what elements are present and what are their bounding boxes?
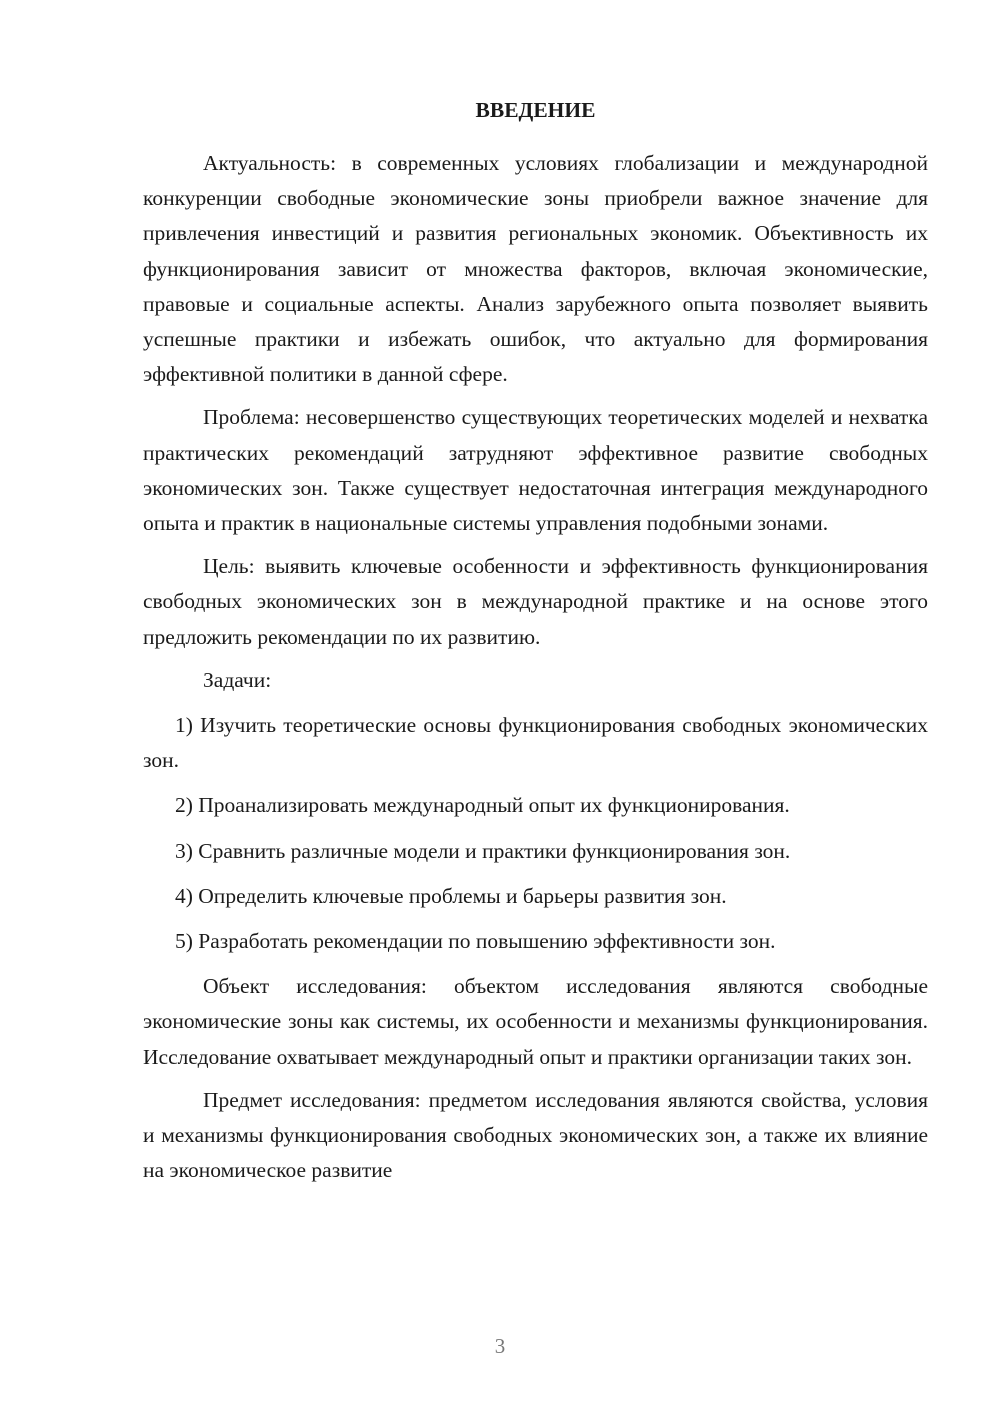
object-paragraph: Объект исследования: объектом исследования являются свободные экономические зоны как системы, их особенности и механизмы функционирования. Исследование охватывает международный опыт и практики организации таких зон. (143, 974, 928, 1069)
relevance-paragraph: Актуальность: в современных условиях глобализации и международной конкуренции свободные экономические зоны приобрели важное значение для привлечения инвестиций и развития региональных экономик. Объективность их функционирования зависит от множества факторов, включая экономические, правовые и социальные аспекты. Анализ зарубежного опыта позволяет выявить успешные практики и избежать ошибок, что актуально для формирования эффективной политики в данной сфере. (143, 151, 928, 387)
page-number: 3 (494, 1334, 506, 1358)
task-item: 2) Проанализировать международный опыт их функционирования. (175, 793, 790, 818)
tasks-label: Задачи: (203, 667, 272, 692)
section-heading: ВВЕДЕНИЕ (475, 98, 596, 122)
subject-paragraph: Предмет исследования: предметом исследования являются свойства, условия и механизмы функционирования свободных экономических зон, а также их влияние на экономическое развитие (143, 1087, 928, 1183)
problem-paragraph: Проблема: несовершенство существующих теоретических моделей и нехватка практических рекомендаций затрудняют эффективное развитие свободных экономических зон. Также существует недостаточная интеграция международного опыта и практик в национальные системы управления подобными зонами. (143, 405, 928, 536)
task-item: 3) Сравнить различные модели и практики функционирования зон. (175, 838, 791, 863)
task-item: 4) Определить ключевые проблемы и барьеры развития зон. (175, 883, 727, 908)
document-page (143, 92, 928, 1196)
task-item: 1) Изучить теоретические основы функционирования свободных экономических зон. (143, 713, 928, 773)
goal-paragraph: Цель: выявить ключевые особенности и эффективность функционирования свободных экономических зон в международной практике и на основе этого предложить рекомендации по их развитию. (143, 554, 928, 649)
task-item: 5) Разработать рекомендации по повышению эффективности зон. (175, 929, 776, 954)
